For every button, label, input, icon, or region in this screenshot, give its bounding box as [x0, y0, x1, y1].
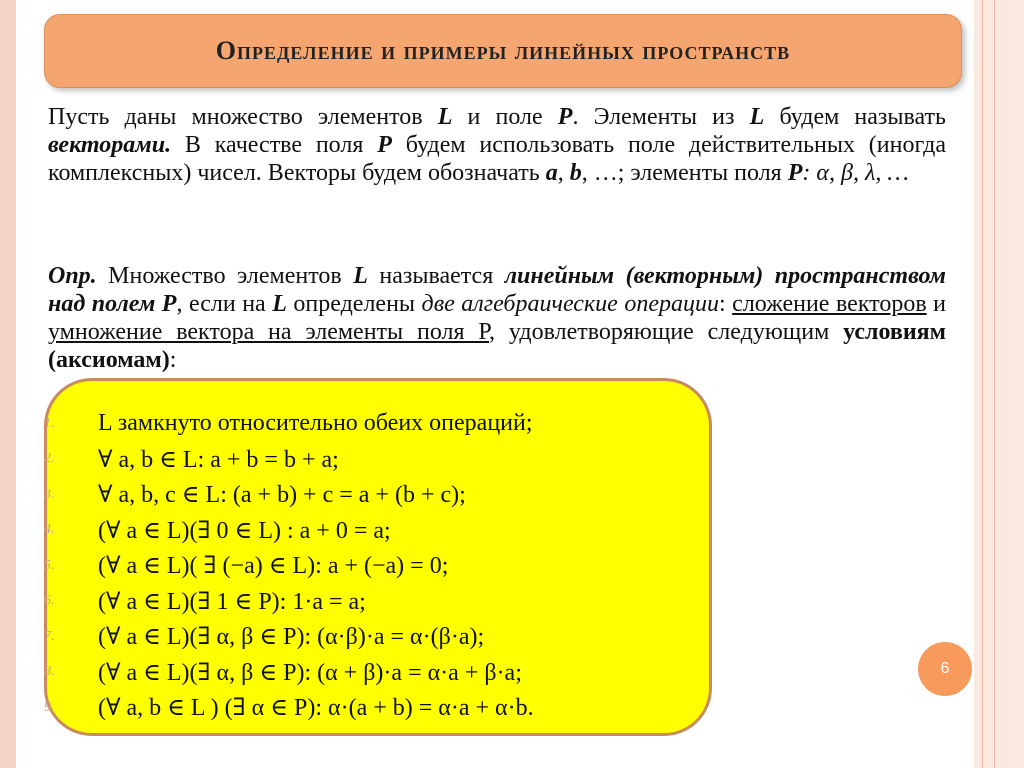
intro-paragraph: [48, 103, 946, 187]
field-P: P: [377, 132, 392, 158]
axiom-number: 3.: [44, 486, 55, 502]
definition-text: , если на: [176, 291, 273, 317]
definition-text: :: [169, 347, 177, 373]
axiom-item: [44, 655, 534, 691]
definition-text: , удовлетворяющие следующим: [489, 319, 844, 345]
left-border: [0, 0, 16, 768]
intro-text: будем использовать поле действительных (иногда комплексных) чисел. Векторы будем обозначать: [48, 132, 947, 186]
axiom-item: [44, 584, 534, 620]
intro-text: будем называть: [764, 104, 946, 130]
term-axioms: условиям (аксиомам): [48, 319, 946, 373]
term-linear-space: линейным (векторным) пространством над полем P: [48, 263, 946, 317]
definition-text: :: [718, 291, 733, 317]
axiom-number: 2.: [44, 451, 55, 467]
definition-paragraph: [48, 262, 946, 374]
intro-text: , …; элементы поля: [581, 160, 788, 186]
axiom-text: (∀ a ∈ L)(∃ α, β ∈ P): (α + β)·a = α·a + β·a;: [98, 659, 522, 686]
axiom-text: (∀ a, b ∈ L ) (∃ α ∈ P): α·(a + b) = α·a + α·b.: [98, 695, 534, 722]
axiom-text: ∀ a, b ∈ L: a + b = b + a;: [98, 446, 339, 473]
set-L: L: [749, 104, 765, 130]
field-elements: : α, β, λ, …: [802, 160, 909, 186]
axiom-item: [44, 690, 534, 726]
slide-title: Определение и примеры линейных пространств: [215, 36, 791, 65]
page-number: 6: [940, 660, 950, 677]
definition-label: Опр.: [48, 263, 97, 289]
axiom-number: 9.: [44, 699, 55, 715]
axioms-list: [44, 406, 534, 726]
axiom-number: 8.: [44, 664, 55, 680]
axiom-text: ∀ a, b, c ∈ L: (a + b) + c = a + (b + c);: [98, 482, 466, 509]
page-number-badge: [918, 642, 972, 696]
term-multiplication: умножение вектора на элементы поля P: [48, 319, 490, 345]
right-border: [974, 0, 1024, 768]
vector-a: a: [545, 160, 558, 186]
definition-text: определены: [286, 291, 422, 317]
intro-text: Пусть даны множество элементов: [48, 104, 438, 130]
intro-text: и поле: [452, 104, 558, 130]
axiom-text: (∀ a ∈ L)(∃ 1 ∈ P): 1·a = a;: [98, 588, 366, 615]
term-operations: две алгебраические операции: [421, 291, 719, 317]
axiom-item: [44, 619, 534, 655]
definition-text: и: [926, 291, 947, 317]
axiom-item: [44, 442, 534, 478]
axiom-number: 7.: [44, 628, 55, 644]
field-P: P: [787, 160, 803, 186]
vector-b: b: [569, 160, 582, 186]
definition-text: Множество элементов: [96, 263, 354, 289]
set-L: L: [272, 291, 287, 317]
definition-text: называется: [367, 263, 505, 289]
term-vectors: векторами.: [48, 132, 172, 158]
axiom-item: [44, 477, 534, 513]
intro-text: . Элементы из: [572, 104, 750, 130]
term-addition: сложение векторов: [732, 291, 927, 317]
field-P: P: [557, 104, 573, 130]
axiom-number: 6.: [44, 593, 55, 609]
axiom-item: [44, 406, 534, 442]
axiom-item: [44, 513, 534, 549]
set-L: L: [353, 263, 368, 289]
intro-text: ,: [557, 160, 570, 186]
axiom-text: (∀ a ∈ L)(∃ 0 ∈ L) : a + 0 = a;: [98, 517, 391, 544]
axiom-number: 4.: [44, 522, 55, 538]
intro-text: В качестве поля: [171, 132, 378, 158]
title-banner: [44, 14, 962, 88]
axiom-text: (∀ a ∈ L)( ∃ (−a) ∈ L): a + (−a) = 0;: [98, 553, 449, 580]
set-L: L: [437, 104, 453, 130]
axiom-item: [44, 548, 534, 584]
axiom-number: 5.: [44, 557, 55, 573]
axiom-text: L замкнуто относительно обеих операций;: [98, 410, 533, 437]
axiom-text: (∀ a ∈ L)(∃ α, β ∈ P): (α·β)·a = α·(β·a);: [98, 624, 485, 651]
axiom-number: 1.: [44, 415, 55, 431]
